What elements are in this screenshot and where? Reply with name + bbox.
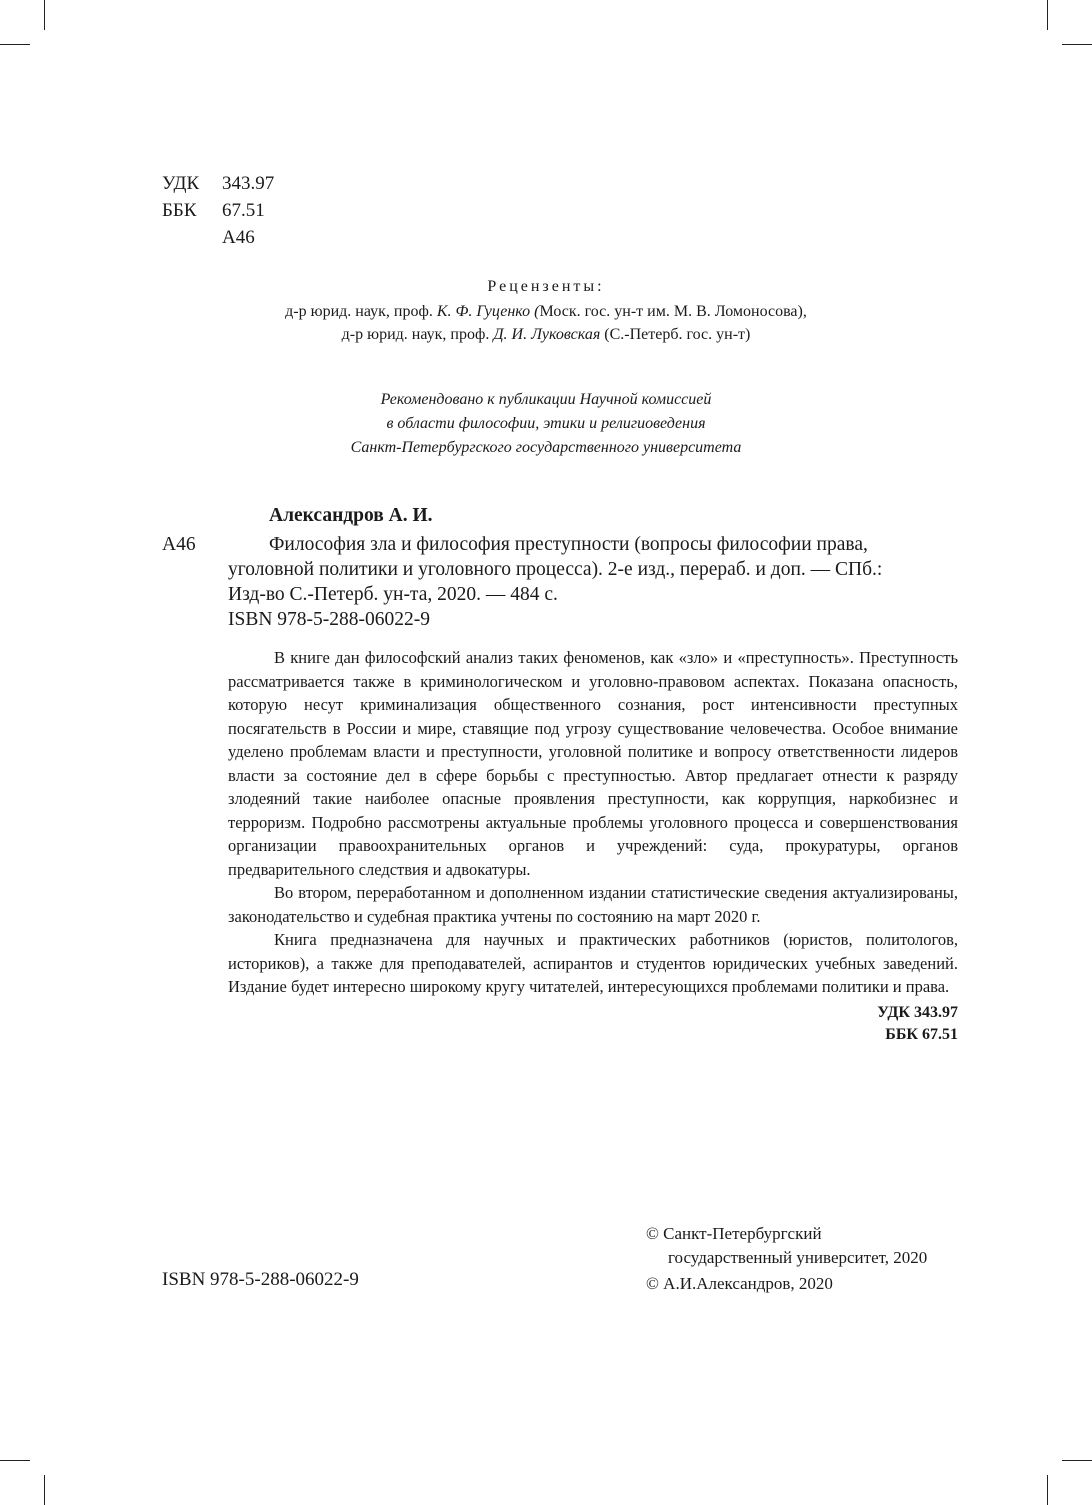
udk-row xyxy=(162,170,274,197)
recommendation-block xyxy=(0,388,1092,460)
author-mark: А46 xyxy=(222,227,255,248)
reviewer-line-1: д-р юрид. наук, проф. К. Ф. Гуценко (Моск. гос. ун-т им. М. В. Ломоносова), xyxy=(285,303,807,320)
recommendation-line-2: в области философии, этики и религиоведения xyxy=(386,415,706,432)
classification-block xyxy=(162,170,274,251)
reviewer-1-name: К. Ф. Гуценко ( xyxy=(436,303,540,320)
abstract-paragraph-2: Во втором, переработанном и дополненном издании статистические сведения актуализированы, законодательство и судебная практика учтены по состоянию на март 2020 г. xyxy=(228,883,958,926)
copyright-block xyxy=(646,1222,927,1296)
crop-mark-bottom-left-h xyxy=(0,1460,30,1461)
bibliography-mark: А46 xyxy=(162,534,196,555)
footer-isbn: ISBN 978-5-288-06022-9 xyxy=(162,1269,359,1290)
author-mark-row xyxy=(162,224,274,251)
crop-mark-top-left-h xyxy=(0,44,30,45)
book-isbn: ISBN 978-5-288-06022-9 xyxy=(228,609,431,630)
copyright-author: © А.И.Александров, 2020 xyxy=(646,1274,833,1293)
copyright-university-line-2: государственный университет, 2020 xyxy=(668,1248,928,1267)
reviewer-line-2: д-р юрид. наук, проф. Д. И. Луковская (С.-Петерб. гос. ун-т) xyxy=(341,326,751,343)
reviewers-heading: Рецензенты: xyxy=(487,278,605,295)
bbk-label: ББК xyxy=(162,200,197,221)
book-title-line-1: Философия зла и философия преступности (вопросы философии права, xyxy=(269,534,868,555)
recommendation-line-3: Санкт-Петербургского государственного университета xyxy=(350,439,742,456)
crop-mark-bottom-right-h xyxy=(1062,1460,1092,1461)
book-author: Александров А. И. xyxy=(269,505,433,526)
index-udk: УДК 343.97 xyxy=(877,1004,958,1021)
udk-value: 343.97 xyxy=(222,173,275,194)
crop-mark-bottom-right-v xyxy=(1047,1475,1048,1505)
udk-label: УДК xyxy=(162,173,200,194)
crop-mark-top-left-v xyxy=(44,0,45,30)
abstract-paragraph-1: В книге дан философский анализ таких феноменов, как «зло» и «преступность». Преступность рассматривается также в криминологическом и уголовно-правовом аспектах. Показана опасность, которую несут криминализация общественного сознания, рост интенсивности преступных посягательств в России и мире, ставящие под угрозу существование человечества. Особое внимание уделено проблемам власти и преступности, уголовной политике и вопросу ответственности лидеров власти за состояние дел в сфере борьбы с преступностью. Автор предлагает отнести к разряду злодеяний такие наиболее опасные проявления преступности, как коррупция, наркобизнес и терроризм. Подробно рассмотрены актуальные проблемы уголовного процесса и совершенствования организации правоохранительных органов и учреждений: суда, прокуратуры, органов предварительного следствия и адвокатуры. xyxy=(228,648,958,879)
abstract xyxy=(228,646,958,999)
crop-mark-bottom-left-v xyxy=(44,1475,45,1505)
abstract-paragraph-3: Книга предназначена для научных и практических работников (юристов, политологов, историков), а также для преподавателей, аспирантов и студентов юридических учебных заведений. Издание будет интересно широкому кругу читателей, интересующихся проблемами политики и права. xyxy=(228,930,958,996)
bbk-row xyxy=(162,197,274,224)
bbk-value: 67.51 xyxy=(222,200,265,221)
crop-mark-top-right-v xyxy=(1047,0,1048,30)
index-bbk: ББК 67.51 xyxy=(885,1026,958,1043)
copyright-university-line-1: © Санкт-Петербургский xyxy=(646,1224,822,1243)
recommendation-line-1: Рекомендовано к публикации Научной комиссией xyxy=(380,391,712,408)
index-codes xyxy=(700,1002,958,1046)
reviewer-2-name: Д. И. Луковская xyxy=(493,326,601,343)
book-title-line-2: уголовной политики и уголовного процесса). 2-е изд., перераб. и доп. — СПб.: xyxy=(228,559,883,580)
book-title-line-3: Изд-во С.-Петерб. ун-та, 2020. — 484 с. xyxy=(228,584,558,605)
crop-mark-top-right-h xyxy=(1062,44,1092,45)
